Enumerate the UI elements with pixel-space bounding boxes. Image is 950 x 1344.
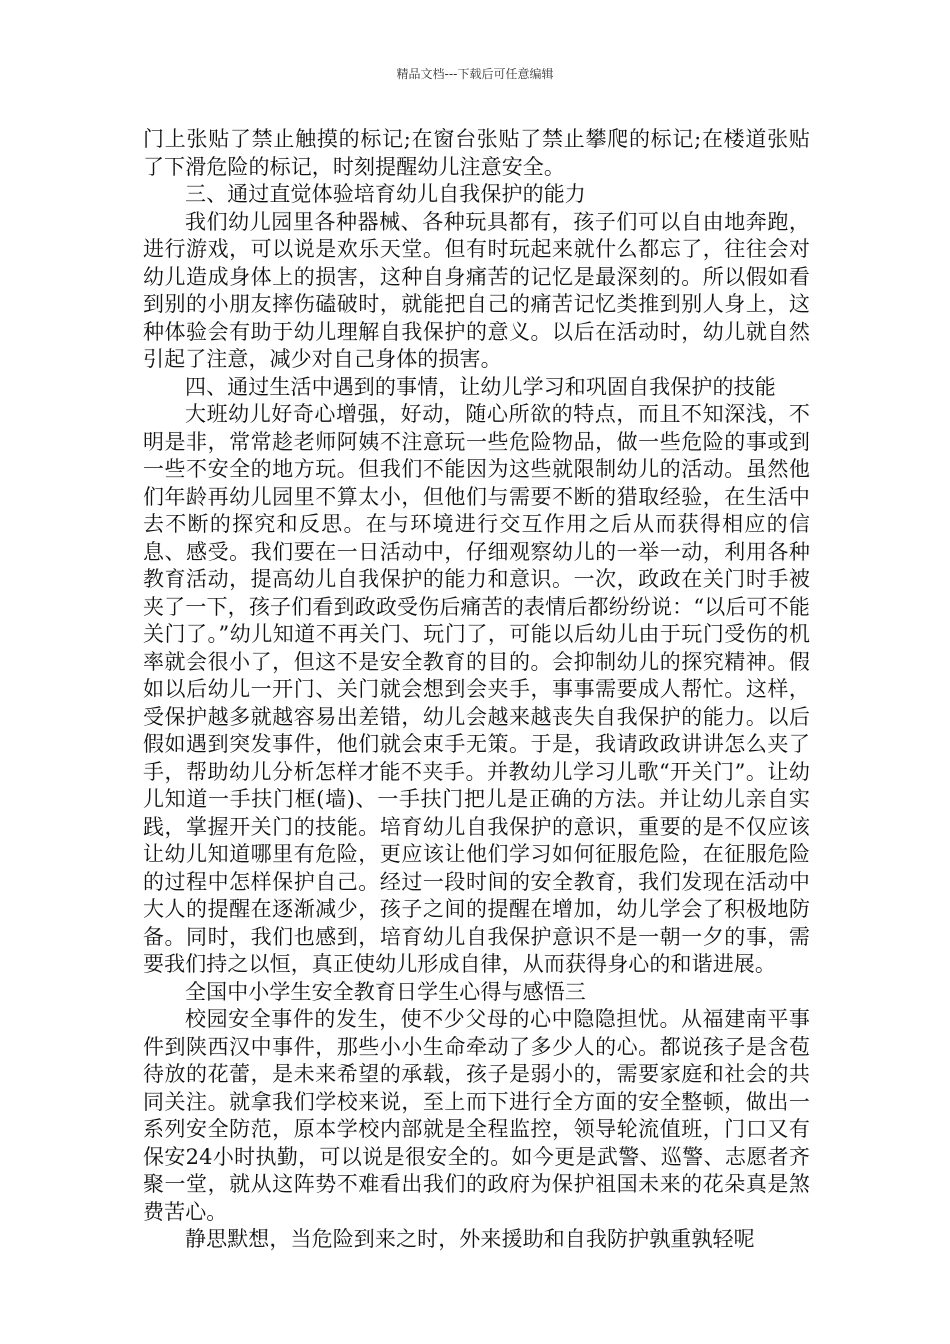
document-body — [143, 126, 810, 1254]
section-heading: 三、通过直觉体验培育幼儿自我保护的能力 — [185, 182, 586, 206]
paragraph: 我们幼儿园里各种器械、各种玩具都有，孩子们可以自由地奔跑，进行游戏，可以说是欢乐天堂。但有时玩起来就什么都忘了，往往会对幼儿造成身体上的损害，这种自身痛苦的记忆是最深刻的。所以假如看到别的小朋友摔伤磕破时，就能把自己的痛苦记忆类推到别人身上，这种体验会有助于幼儿理解自我保护的意义。以后在活动时，幼儿就自然引起了注意，减少对自己身体的损害。 — [143, 209, 810, 371]
section-heading: 全国中小学生安全教育日学生心得与感悟三 — [185, 979, 586, 1004]
paragraph: 静思默想，当危险到来之时，外来援助和自我防护孰重孰轻呢 — [185, 1227, 755, 1251]
paragraph: 门上张贴了禁止触摸的标记;在窗台张贴了禁止攀爬的标记;在楼道张贴了下滑危险的标记，时刻提醒幼儿注意安全。 — [143, 127, 810, 179]
page-header: 精品文档---下载后可任意编辑 — [396, 67, 554, 81]
section-heading: 四、通过生活中遇到的事情，让幼儿学习和巩固自我保护的技能 — [185, 374, 776, 399]
paragraph: 校园安全事件的发生，使不少父母的心中隐隐担忧。从福建南平事件到陕西汉中事件，那些小小生命牵动了多少人的心。都说孩子是含苞待放的花蕾，是未来希望的承载，孩子是弱小的，需要家庭和社会的共同关注。就拿我们学校来说，至上而下进行全方面的安全整顿，做出一系列安全防范，原本学校内部就是全程监控，领导轮流值班，门口又有保安24小时执勤，可以说是很安全的。如今更是武警、巡警、志愿者齐聚一堂，就从这阵势不难看出我们的政府为保护祖国未来的花朵真是煞费苦心。 — [143, 1007, 810, 1224]
paragraph: 大班幼儿好奇心增强，好动，随心所欲的特点，而且不知深浅，不明是非，常常趁老师阿姨不注意玩一些危险物品，做一些危险的事或到一些不安全的地方玩。但我们不能因为这些就限制幼儿的活动。虽然他们年龄再幼儿园里不算太小，但他们与需要不断的猎取经验，在生活中去不断的探究和反思。在与环境进行交互作用之后从而获得相应的信息、感受。我们要在一日活动中，仔细观察幼儿的一举一动，利用各种教育活动，提高幼儿自我保护的能力和意识。一次，政政在关门时手被夹了一下，孩子们看到政政受伤后痛苦的表情后都纷纷说：“以后可不能关门了。”幼儿知道不再关门、玩门了，可能以后幼儿由于玩门受伤的机率就会很小了，但这不是安全教育的目的。会抑制幼儿的探究精神。假如以后幼儿一开门、关门就会想到会夹手，事事需要成人帮忙。这样，受保护越多就越容易出差错，幼儿会越来越丧失自我保护的能力。以后假如遇到突发事件，他们就会束手无策。于是，我请政政讲讲怎么夹了手，帮助幼儿分析怎样才能不夹手。并教幼儿学习儿歌“开关门”。让幼儿知道一手扶门框(墙)、一手扶门把儿是正确的方法。并让幼儿亲自实践，掌握开关门的技能。培育幼儿自我保护的意识，重要的是不仅应该让幼儿知道哪里有危险，更应该让他们学习如何征服危险，在征服危险的过程中怎样保护自己。经过一段时间的安全教育，我们发现在活动中大人的提醒在逐渐减少，孩子之间的提醒在增加，幼儿学会了积极地防备。同时，我们也感到，培育幼儿自我保护意识不是一朝一夕的事，需要我们持之以恒，真正使幼儿形成自律，从而获得身心的和谐进展。 — [143, 402, 810, 976]
